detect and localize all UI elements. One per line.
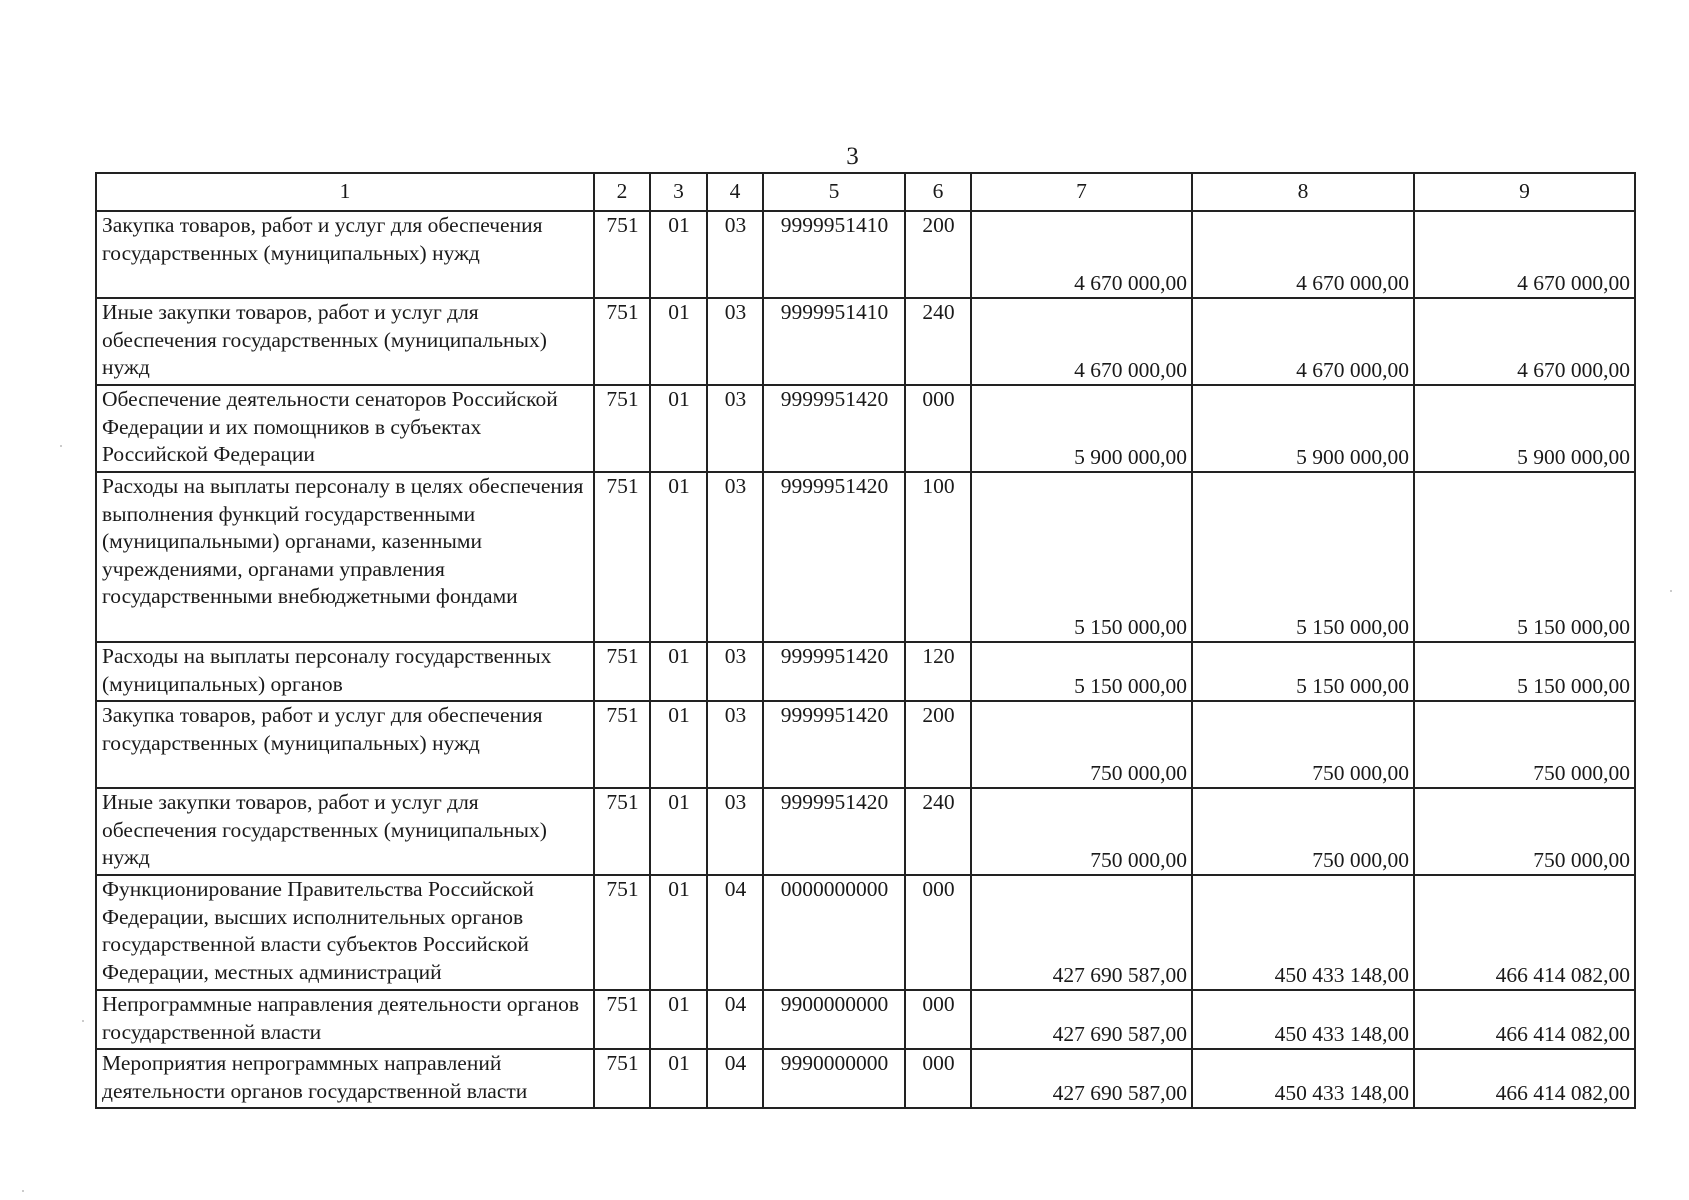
row-subsection-code: 03 <box>707 642 763 701</box>
row-amount-col-9: 466 414 082,00 <box>1414 1049 1635 1108</box>
row-section-code: 01 <box>650 298 707 385</box>
row-amount-col-7: 750 000,00 <box>971 701 1192 788</box>
row-section-code: 01 <box>650 472 707 642</box>
row-section-code: 01 <box>650 211 707 298</box>
row-expense-type-code: 200 <box>905 701 971 788</box>
row-target-code: 9999951420 <box>763 385 905 472</box>
row-amount-col-7: 5 900 000,00 <box>971 385 1192 472</box>
header-col-4: 4 <box>707 173 763 211</box>
row-admin-code: 751 <box>594 298 650 385</box>
row-name: Обеспечение деятельности сенаторов Российской Федерации и их помощников в субъектах Российской Федерации <box>96 385 594 472</box>
row-expense-type-code: 000 <box>905 1049 971 1108</box>
row-amount-col-7: 5 150 000,00 <box>971 472 1192 642</box>
row-amount-col-8: 5 150 000,00 <box>1192 472 1414 642</box>
page-number: 3 <box>846 143 859 170</box>
row-expense-type-code: 000 <box>905 385 971 472</box>
row-section-code: 01 <box>650 701 707 788</box>
row-name: Непрограммные направления деятельности органов государственной власти <box>96 990 594 1049</box>
row-expense-type-code: 120 <box>905 642 971 701</box>
row-name: Мероприятия непрограммных направлений деятельности органов государственной власти <box>96 1049 594 1108</box>
row-section-code: 01 <box>650 385 707 472</box>
row-subsection-code: 03 <box>707 385 763 472</box>
row-target-code: 9990000000 <box>763 1049 905 1108</box>
row-admin-code: 751 <box>594 385 650 472</box>
row-target-code: 9900000000 <box>763 990 905 1049</box>
scan-speck <box>82 1020 84 1022</box>
row-amount-col-9: 5 900 000,00 <box>1414 385 1635 472</box>
table-row <box>96 472 1635 642</box>
row-expense-type-code: 000 <box>905 990 971 1049</box>
row-target-code: 9999951420 <box>763 472 905 642</box>
header-col-6: 6 <box>905 173 971 211</box>
row-amount-col-9: 4 670 000,00 <box>1414 211 1635 298</box>
table-row <box>96 1049 1635 1108</box>
row-admin-code: 751 <box>594 990 650 1049</box>
row-amount-col-7: 4 670 000,00 <box>971 298 1192 385</box>
row-name: Иные закупки товаров, работ и услуг для обеспечения государственных (муниципальных) нужд <box>96 788 594 875</box>
scan-speck <box>22 1190 24 1192</box>
header-col-5: 5 <box>763 173 905 211</box>
row-target-code: 0000000000 <box>763 875 905 990</box>
row-subsection-code: 03 <box>707 211 763 298</box>
row-subsection-code: 03 <box>707 298 763 385</box>
row-expense-type-code: 200 <box>905 211 971 298</box>
row-subsection-code: 03 <box>707 788 763 875</box>
row-amount-col-7: 427 690 587,00 <box>971 875 1192 990</box>
row-target-code: 9999951420 <box>763 701 905 788</box>
row-amount-col-8: 4 670 000,00 <box>1192 211 1414 298</box>
row-amount-col-8: 5 150 000,00 <box>1192 642 1414 701</box>
table-row <box>96 385 1635 472</box>
table-row <box>96 701 1635 788</box>
header-col-7: 7 <box>971 173 1192 211</box>
row-admin-code: 751 <box>594 701 650 788</box>
row-amount-col-9: 5 150 000,00 <box>1414 472 1635 642</box>
row-amount-col-9: 4 670 000,00 <box>1414 298 1635 385</box>
row-amount-col-8: 450 433 148,00 <box>1192 875 1414 990</box>
row-target-code: 9999951410 <box>763 298 905 385</box>
row-amount-col-8: 5 900 000,00 <box>1192 385 1414 472</box>
row-subsection-code: 04 <box>707 875 763 990</box>
table-row <box>96 642 1635 701</box>
row-name: Иные закупки товаров, работ и услуг для обеспечения государственных (муниципальных) нужд <box>96 298 594 385</box>
row-amount-col-9: 750 000,00 <box>1414 788 1635 875</box>
scan-speck <box>1670 590 1672 592</box>
row-section-code: 01 <box>650 875 707 990</box>
row-amount-col-9: 466 414 082,00 <box>1414 875 1635 990</box>
row-amount-col-8: 450 433 148,00 <box>1192 1049 1414 1108</box>
header-col-1: 1 <box>96 173 594 211</box>
row-amount-col-7: 4 670 000,00 <box>971 211 1192 298</box>
row-amount-col-8: 450 433 148,00 <box>1192 990 1414 1049</box>
row-subsection-code: 04 <box>707 1049 763 1108</box>
row-admin-code: 751 <box>594 642 650 701</box>
header-col-2: 2 <box>594 173 650 211</box>
table-row <box>96 990 1635 1049</box>
row-admin-code: 751 <box>594 472 650 642</box>
header-col-9: 9 <box>1414 173 1635 211</box>
row-amount-col-8: 4 670 000,00 <box>1192 298 1414 385</box>
scan-speck <box>60 445 62 447</box>
row-amount-col-7: 750 000,00 <box>971 788 1192 875</box>
row-amount-col-8: 750 000,00 <box>1192 788 1414 875</box>
row-amount-col-7: 427 690 587,00 <box>971 990 1192 1049</box>
row-subsection-code: 03 <box>707 472 763 642</box>
row-expense-type-code: 240 <box>905 788 971 875</box>
row-section-code: 01 <box>650 788 707 875</box>
row-amount-col-7: 427 690 587,00 <box>971 1049 1192 1108</box>
row-name: Закупка товаров, работ и услуг для обеспечения государственных (муниципальных) нужд <box>96 701 594 788</box>
header-col-8: 8 <box>1192 173 1414 211</box>
row-target-code: 9999951420 <box>763 642 905 701</box>
table-row <box>96 875 1635 990</box>
row-amount-col-9: 5 150 000,00 <box>1414 642 1635 701</box>
table-row <box>96 788 1635 875</box>
row-expense-type-code: 000 <box>905 875 971 990</box>
row-section-code: 01 <box>650 642 707 701</box>
row-section-code: 01 <box>650 990 707 1049</box>
row-admin-code: 751 <box>594 211 650 298</box>
table-row <box>96 211 1635 298</box>
header-col-3: 3 <box>650 173 707 211</box>
row-expense-type-code: 240 <box>905 298 971 385</box>
row-section-code: 01 <box>650 1049 707 1108</box>
row-admin-code: 751 <box>594 1049 650 1108</box>
row-name: Закупка товаров, работ и услуг для обеспечения государственных (муниципальных) нужд <box>96 211 594 298</box>
row-name: Расходы на выплаты персоналу государственных (муниципальных) органов <box>96 642 594 701</box>
row-amount-col-9: 750 000,00 <box>1414 701 1635 788</box>
row-amount-col-7: 5 150 000,00 <box>971 642 1192 701</box>
row-subsection-code: 04 <box>707 990 763 1049</box>
row-name: Расходы на выплаты персоналу в целях обеспечения выполнения функций государственными (муниципальными) органами, казенными учреждениями, органами управления государственными внебюджетными фондами <box>96 472 594 642</box>
budget-table <box>95 172 1636 1109</box>
row-expense-type-code: 100 <box>905 472 971 642</box>
row-name: Функционирование Правительства Российской Федерации, высших исполнительных органов государственной власти субъектов Российской Федерации, местных администраций <box>96 875 594 990</box>
row-subsection-code: 03 <box>707 701 763 788</box>
table-header-row <box>96 173 1635 211</box>
row-amount-col-9: 466 414 082,00 <box>1414 990 1635 1049</box>
row-target-code: 9999951420 <box>763 788 905 875</box>
row-amount-col-8: 750 000,00 <box>1192 701 1414 788</box>
row-admin-code: 751 <box>594 788 650 875</box>
row-admin-code: 751 <box>594 875 650 990</box>
table-row <box>96 298 1635 385</box>
row-target-code: 9999951410 <box>763 211 905 298</box>
